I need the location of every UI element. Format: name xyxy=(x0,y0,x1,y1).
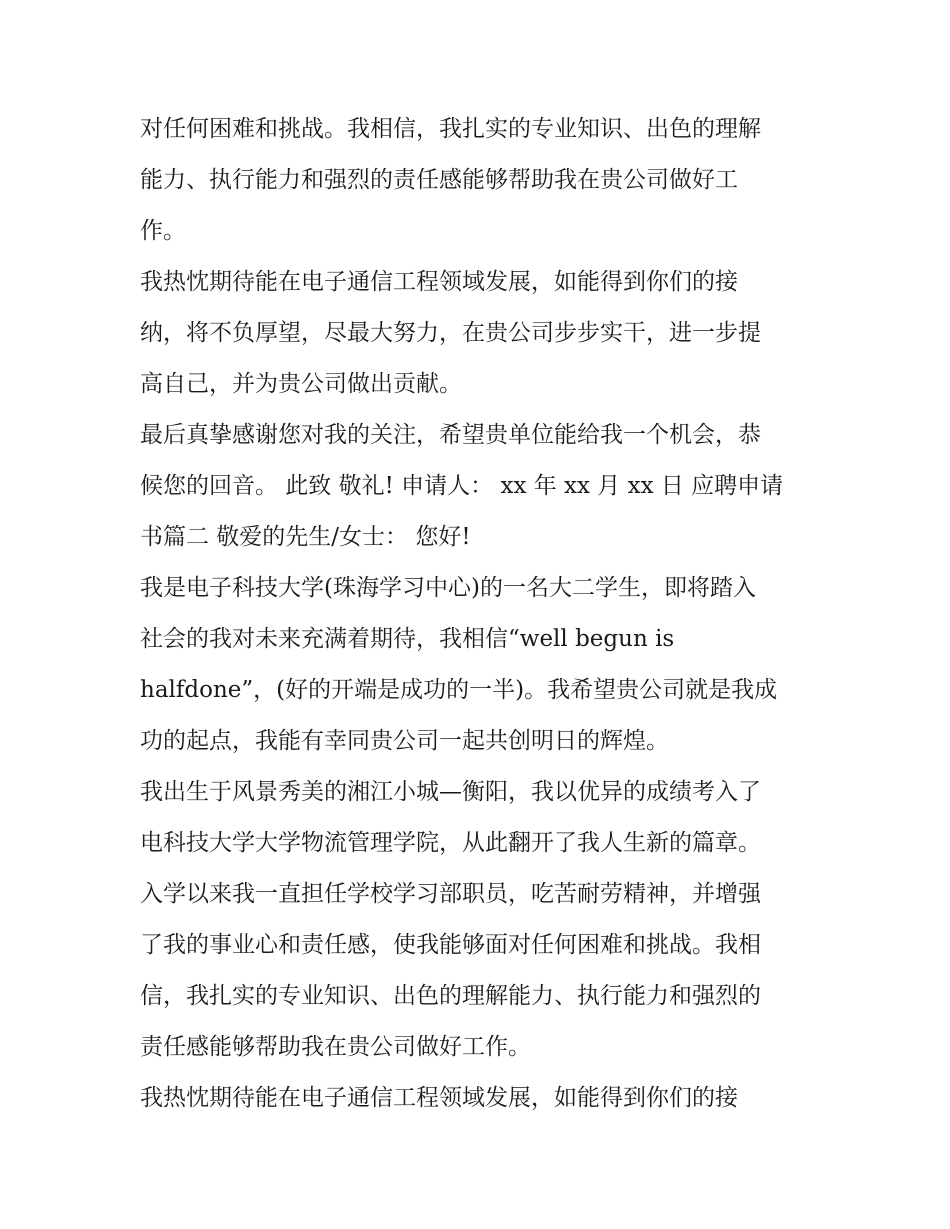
paragraph-2 xyxy=(140,257,812,410)
text-line: 书篇二 敬爱的先生/女士： 您好! xyxy=(140,524,471,550)
text-line: 我是电子科技大学(珠海学习中心)的一名大二学生，即将踏入 xyxy=(140,575,756,601)
text-line: 能力、执行能力和强烈的责任感能够帮助我在贵公司做好工 xyxy=(140,167,738,193)
paragraph-4 xyxy=(140,563,812,767)
text-line: 我热忱期待能在电子通信工程领域发展，如能得到你们的接 xyxy=(140,269,738,295)
text-line: 我出生于风景秀美的湘江小城—衡阳，我以优异的成绩考入了 xyxy=(140,779,761,805)
text-line: 我热忱期待能在电子通信工程领域发展，如能得到你们的接 xyxy=(140,1085,738,1111)
text-line: 功的起点，我能有幸同贵公司一起共创明日的辉煌。 xyxy=(140,728,669,754)
text-line: 候您的回音。 此致 敬礼! 申请人： xx 年 xx 月 xx 日 应聘申请 xyxy=(140,473,784,499)
text-line: 最后真挚感谢您对我的关注，希望贵单位能给我一个机会，恭 xyxy=(140,422,761,448)
paragraph-1 xyxy=(140,104,812,257)
text-line: halfdone”，(好的开端是成功的一半)。我希望贵公司就是我成 xyxy=(140,677,778,703)
text-line: 信，我扎实的专业知识、出色的理解能力、执行能力和强烈的 xyxy=(140,983,761,1009)
paragraph-3 xyxy=(140,410,812,563)
text-line: 纳，将不负厚望，尽最大努力，在贵公司步步实干，进一步提 xyxy=(140,320,761,346)
paragraph-5 xyxy=(140,767,812,1073)
text-line: 入学以来我一直担任学校学习部职员，吃苦耐劳精神，并增强 xyxy=(140,881,761,907)
paragraph-6 xyxy=(140,1073,812,1124)
text-line: 电科技大学大学物流管理学院，从此翻开了我人生新的篇章。 xyxy=(140,830,761,856)
text-line: 作。 xyxy=(140,218,186,244)
text-line: 对任何困难和挑战。我相信，我扎实的专业知识、出色的理解 xyxy=(140,116,761,142)
text-line: 高自己，并为贵公司做出贡献。 xyxy=(140,371,462,397)
text-line: 了我的事业心和责任感，使我能够面对任何困难和挑战。我相 xyxy=(140,932,761,958)
text-line: 社会的我对未来充满着期待，我相信“well begun is xyxy=(140,626,675,652)
text-line: 责任感能够帮助我在贵公司做好工作。 xyxy=(140,1034,531,1060)
